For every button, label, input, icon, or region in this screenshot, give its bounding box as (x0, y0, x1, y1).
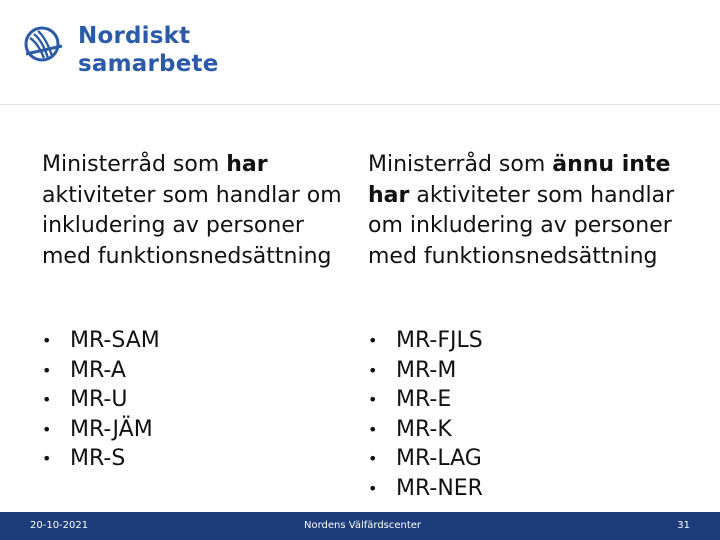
list-item (368, 326, 483, 356)
list-item (368, 415, 483, 445)
right-heading (368, 150, 678, 272)
left-column (42, 150, 342, 471)
bullet-icon: • (42, 360, 52, 380)
list-item-label: MR-K (396, 416, 452, 442)
bullet-icon: • (368, 419, 378, 439)
list-item-label: MR-SAM (70, 328, 160, 353)
right-heading-bold: ännu inte har (368, 152, 671, 208)
list-item-label: MR-E (396, 387, 452, 412)
header-divider (0, 104, 720, 105)
list-item-label: MR-U (70, 387, 128, 412)
list-item-label: MR-LAG (396, 446, 482, 471)
list-item (42, 356, 160, 386)
bullet-icon: • (42, 419, 52, 439)
bullet-icon: • (368, 390, 378, 409)
list-item (42, 444, 160, 474)
footer-center-text: Nordens Välfärdscenter (304, 520, 422, 531)
bullet-icon: • (368, 360, 378, 380)
nordiskt-samarbete-logo (22, 18, 242, 88)
list-item-label: MR-S (70, 446, 126, 471)
footer-bar (0, 512, 720, 540)
list-item (42, 385, 160, 415)
list-item (368, 444, 483, 474)
logo-text (78, 22, 219, 78)
list-item-label: MR-NER (396, 475, 483, 501)
list-item (368, 385, 483, 415)
bullet-icon: • (368, 331, 378, 350)
logo-line-2: samarbete (78, 51, 219, 77)
footer-date: 20-10-2021 (30, 520, 89, 531)
list-item (42, 415, 160, 445)
bullet-icon: • (42, 390, 52, 409)
list-item (368, 474, 483, 504)
bullet-icon: • (42, 331, 52, 350)
right-list (368, 326, 483, 503)
list-item-label: MR-M (396, 357, 457, 383)
list-item-label: MR-JÄM (70, 416, 153, 442)
left-list (42, 326, 160, 474)
list-item (368, 356, 483, 386)
right-heading-pre: Ministerråd som (368, 152, 553, 177)
left-heading-pre: Ministerråd som (42, 152, 227, 177)
left-heading-post: aktiviteter som handlar om inkludering av personer med funktionsnedsättning (42, 182, 342, 269)
left-heading (42, 150, 342, 272)
right-column (368, 150, 678, 501)
list-item-label: MR-A (70, 357, 126, 383)
list-item-label: MR-FJLS (396, 328, 483, 353)
bullet-icon: • (42, 449, 52, 468)
bullet-icon: • (368, 449, 378, 468)
bullet-icon: • (368, 478, 378, 498)
right-heading-post: aktiviteter som handlar om inkludering av personer med funktionsnedsättning (368, 182, 675, 269)
logo-line-1: Nordiskt (78, 23, 191, 49)
list-item (42, 326, 160, 356)
left-heading-bold: har (226, 152, 268, 177)
page-number: 31 (677, 520, 690, 531)
swan-logo-icon (22, 24, 66, 64)
